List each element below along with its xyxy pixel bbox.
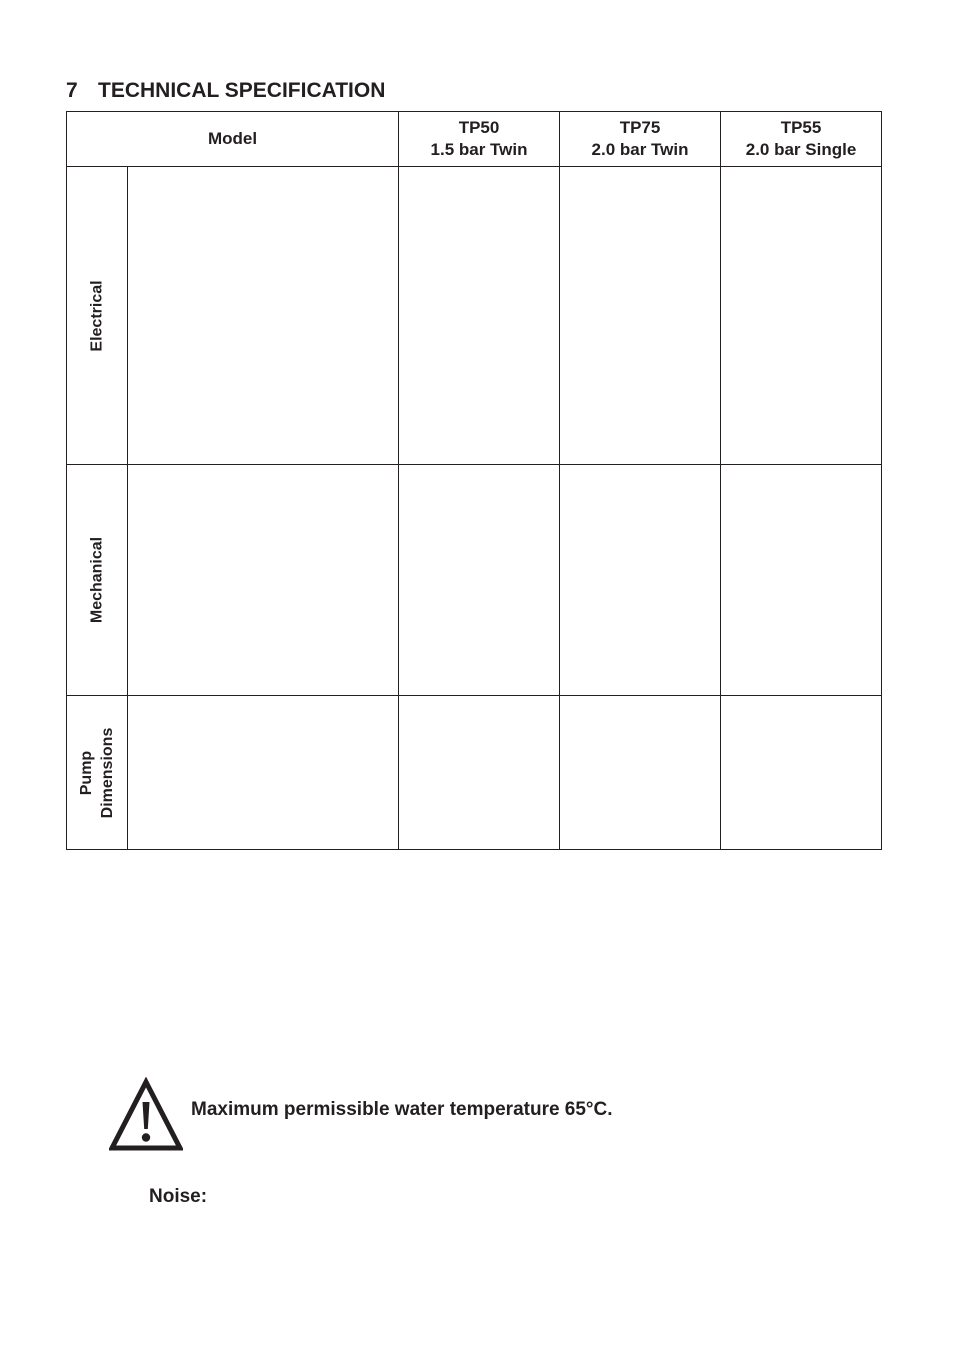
value-cell-tp75 <box>560 167 721 465</box>
group-label-cell <box>67 167 128 465</box>
value-cell-tp50 <box>399 696 560 850</box>
spec-label-cell <box>128 465 399 696</box>
spec-table <box>66 111 882 850</box>
value-cell-tp75 <box>560 696 721 850</box>
group-label-cell <box>67 465 128 696</box>
warning-triangle-icon <box>109 1077 183 1151</box>
model-header: Model <box>67 112 399 167</box>
value-cell-tp50 <box>399 465 560 696</box>
column-header-tp50 <box>399 112 560 167</box>
group-label-cell <box>67 696 128 850</box>
column-header-tp55 <box>721 112 882 167</box>
section-number: 7 <box>66 79 78 102</box>
column-model-name: TP75 <box>619 118 661 137</box>
value-cell-tp55 <box>721 167 882 465</box>
header-row <box>67 112 882 167</box>
section-heading <box>66 79 385 103</box>
spec-label-cell <box>128 167 399 465</box>
group-label: Pump Dimensions <box>78 727 116 818</box>
column-model-desc: 1.5 bar Twin <box>430 140 528 159</box>
warning-text: Maximum permissible water temperature 65°C. <box>191 1099 613 1120</box>
column-header-tp75 <box>560 112 721 167</box>
section-title: TECHNICAL SPECIFICATION <box>98 79 386 102</box>
value-cell-tp55 <box>721 465 882 696</box>
group-row-mechanical <box>67 465 882 696</box>
noise-label: Noise: <box>149 1186 208 1207</box>
group-label: Electrical <box>88 279 106 352</box>
column-model-desc: 2.0 bar Single <box>745 140 857 159</box>
spec-label-cell <box>128 696 399 850</box>
column-model-desc: 2.0 bar Twin <box>591 140 689 159</box>
group-row-pump-dimensions <box>67 696 882 850</box>
value-cell-tp50 <box>399 167 560 465</box>
column-model-name: TP50 <box>458 118 500 137</box>
value-cell-tp75 <box>560 465 721 696</box>
group-label: Mechanical <box>88 536 106 624</box>
group-row-electrical <box>67 167 882 465</box>
value-cell-tp55 <box>721 696 882 850</box>
column-model-name: TP55 <box>780 118 822 137</box>
